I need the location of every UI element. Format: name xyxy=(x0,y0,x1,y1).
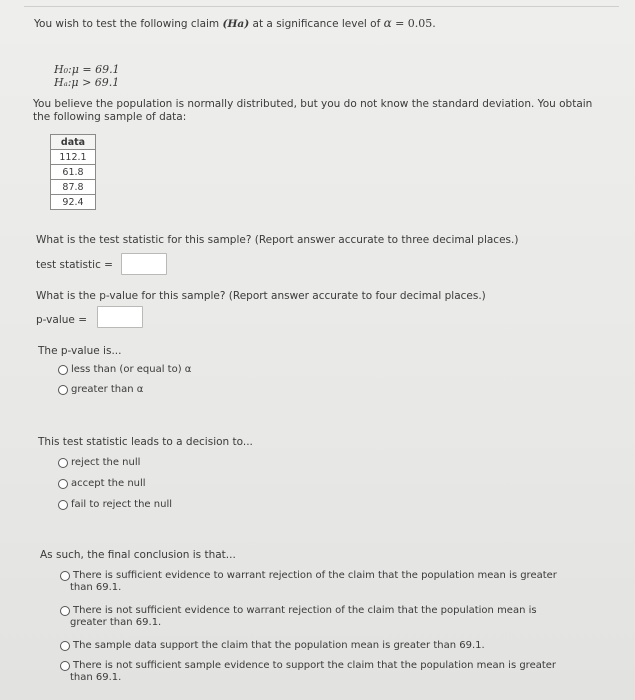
q1-label: test statistic = xyxy=(36,259,113,271)
intro-claim-text: You wish to test the following claim xyxy=(34,18,220,30)
radio-circle-icon[interactable] xyxy=(60,641,70,651)
top-divider xyxy=(24,6,619,7)
q5-prompt: As such, the final conclusion is that... xyxy=(40,549,236,561)
radio-circle-icon[interactable] xyxy=(58,365,68,375)
table-cell: 87.8 xyxy=(51,180,96,195)
radio-circle-icon[interactable] xyxy=(58,385,68,395)
context-line-2: the following sample of data: xyxy=(33,111,187,123)
option-label-line-2: than 69.1. xyxy=(70,582,122,593)
option-label: reject the null xyxy=(71,457,141,468)
radio-option[interactable] xyxy=(60,640,485,652)
sample-data-table xyxy=(50,134,96,210)
table-cell: 112.1 xyxy=(51,150,96,165)
option-label: fail to reject the null xyxy=(71,499,172,510)
option-label-line-2: greater than 69.1. xyxy=(70,617,162,628)
table-cell: 61.8 xyxy=(51,165,96,180)
radio-circle-icon[interactable] xyxy=(58,479,68,489)
option-label-line-1: There is not sufficient sample evidence to support the claim that the population mean is greater xyxy=(73,660,557,671)
intro-line xyxy=(34,17,436,31)
q1-prompt: What is the test statistic for this sample? (Report answer accurate to three decimal places.) xyxy=(36,234,519,246)
radio-option[interactable] xyxy=(58,478,146,490)
radio-option[interactable] xyxy=(58,457,140,469)
radio-circle-icon[interactable] xyxy=(60,571,70,581)
option-label-line-2: than 69.1. xyxy=(70,672,122,683)
radio-circle-icon[interactable] xyxy=(60,606,70,616)
option-label: greater than α xyxy=(71,384,144,395)
radio-option[interactable] xyxy=(58,384,143,396)
radio-option[interactable] xyxy=(60,570,557,594)
q3-prompt: The p-value is... xyxy=(38,345,122,357)
table-cell: 92.4 xyxy=(51,195,96,210)
intro-claim-tail: at a significance level of xyxy=(252,18,381,30)
intro-alpha-symbol: α xyxy=(383,16,392,30)
radio-option[interactable] xyxy=(60,605,537,629)
option-label-line-1: There is not sufficient evidence to warrant rejection of the claim that the population mean is xyxy=(73,605,537,616)
q2-prompt: What is the p-value for this sample? (Report answer accurate to four decimal places.) xyxy=(36,290,486,302)
radio-circle-icon[interactable] xyxy=(58,500,68,510)
option-label-line-1: There is sufficient evidence to warrant rejection of the claim that the population mean is greater xyxy=(73,570,557,581)
alternative-hypothesis: Hₐ:μ > 69.1 xyxy=(54,76,120,89)
radio-circle-icon[interactable] xyxy=(60,661,70,671)
radio-option[interactable] xyxy=(60,660,556,684)
table-header: data xyxy=(51,135,96,150)
q2-label: p-value = xyxy=(36,314,87,326)
radio-circle-icon[interactable] xyxy=(58,458,68,468)
p-value-input[interactable] xyxy=(97,306,143,328)
null-hypothesis: H₀:μ = 69.1 xyxy=(54,63,120,76)
radio-option[interactable] xyxy=(58,364,191,376)
intro-alpha-value: = 0.05. xyxy=(395,17,436,30)
intro-claim-symbol: (Ha) xyxy=(222,18,250,30)
radio-option[interactable] xyxy=(58,499,172,511)
test-statistic-input[interactable] xyxy=(121,253,167,275)
q4-prompt: This test statistic leads to a decision to... xyxy=(38,436,253,448)
context-line-1: You believe the population is normally distributed, but you do not know the standard deviation. You obtain xyxy=(33,98,593,110)
option-label: less than (or equal to) α xyxy=(71,364,192,375)
option-label-line-1: The sample data support the claim that the population mean is greater than 69.1. xyxy=(73,640,485,651)
option-label: accept the null xyxy=(71,478,146,489)
